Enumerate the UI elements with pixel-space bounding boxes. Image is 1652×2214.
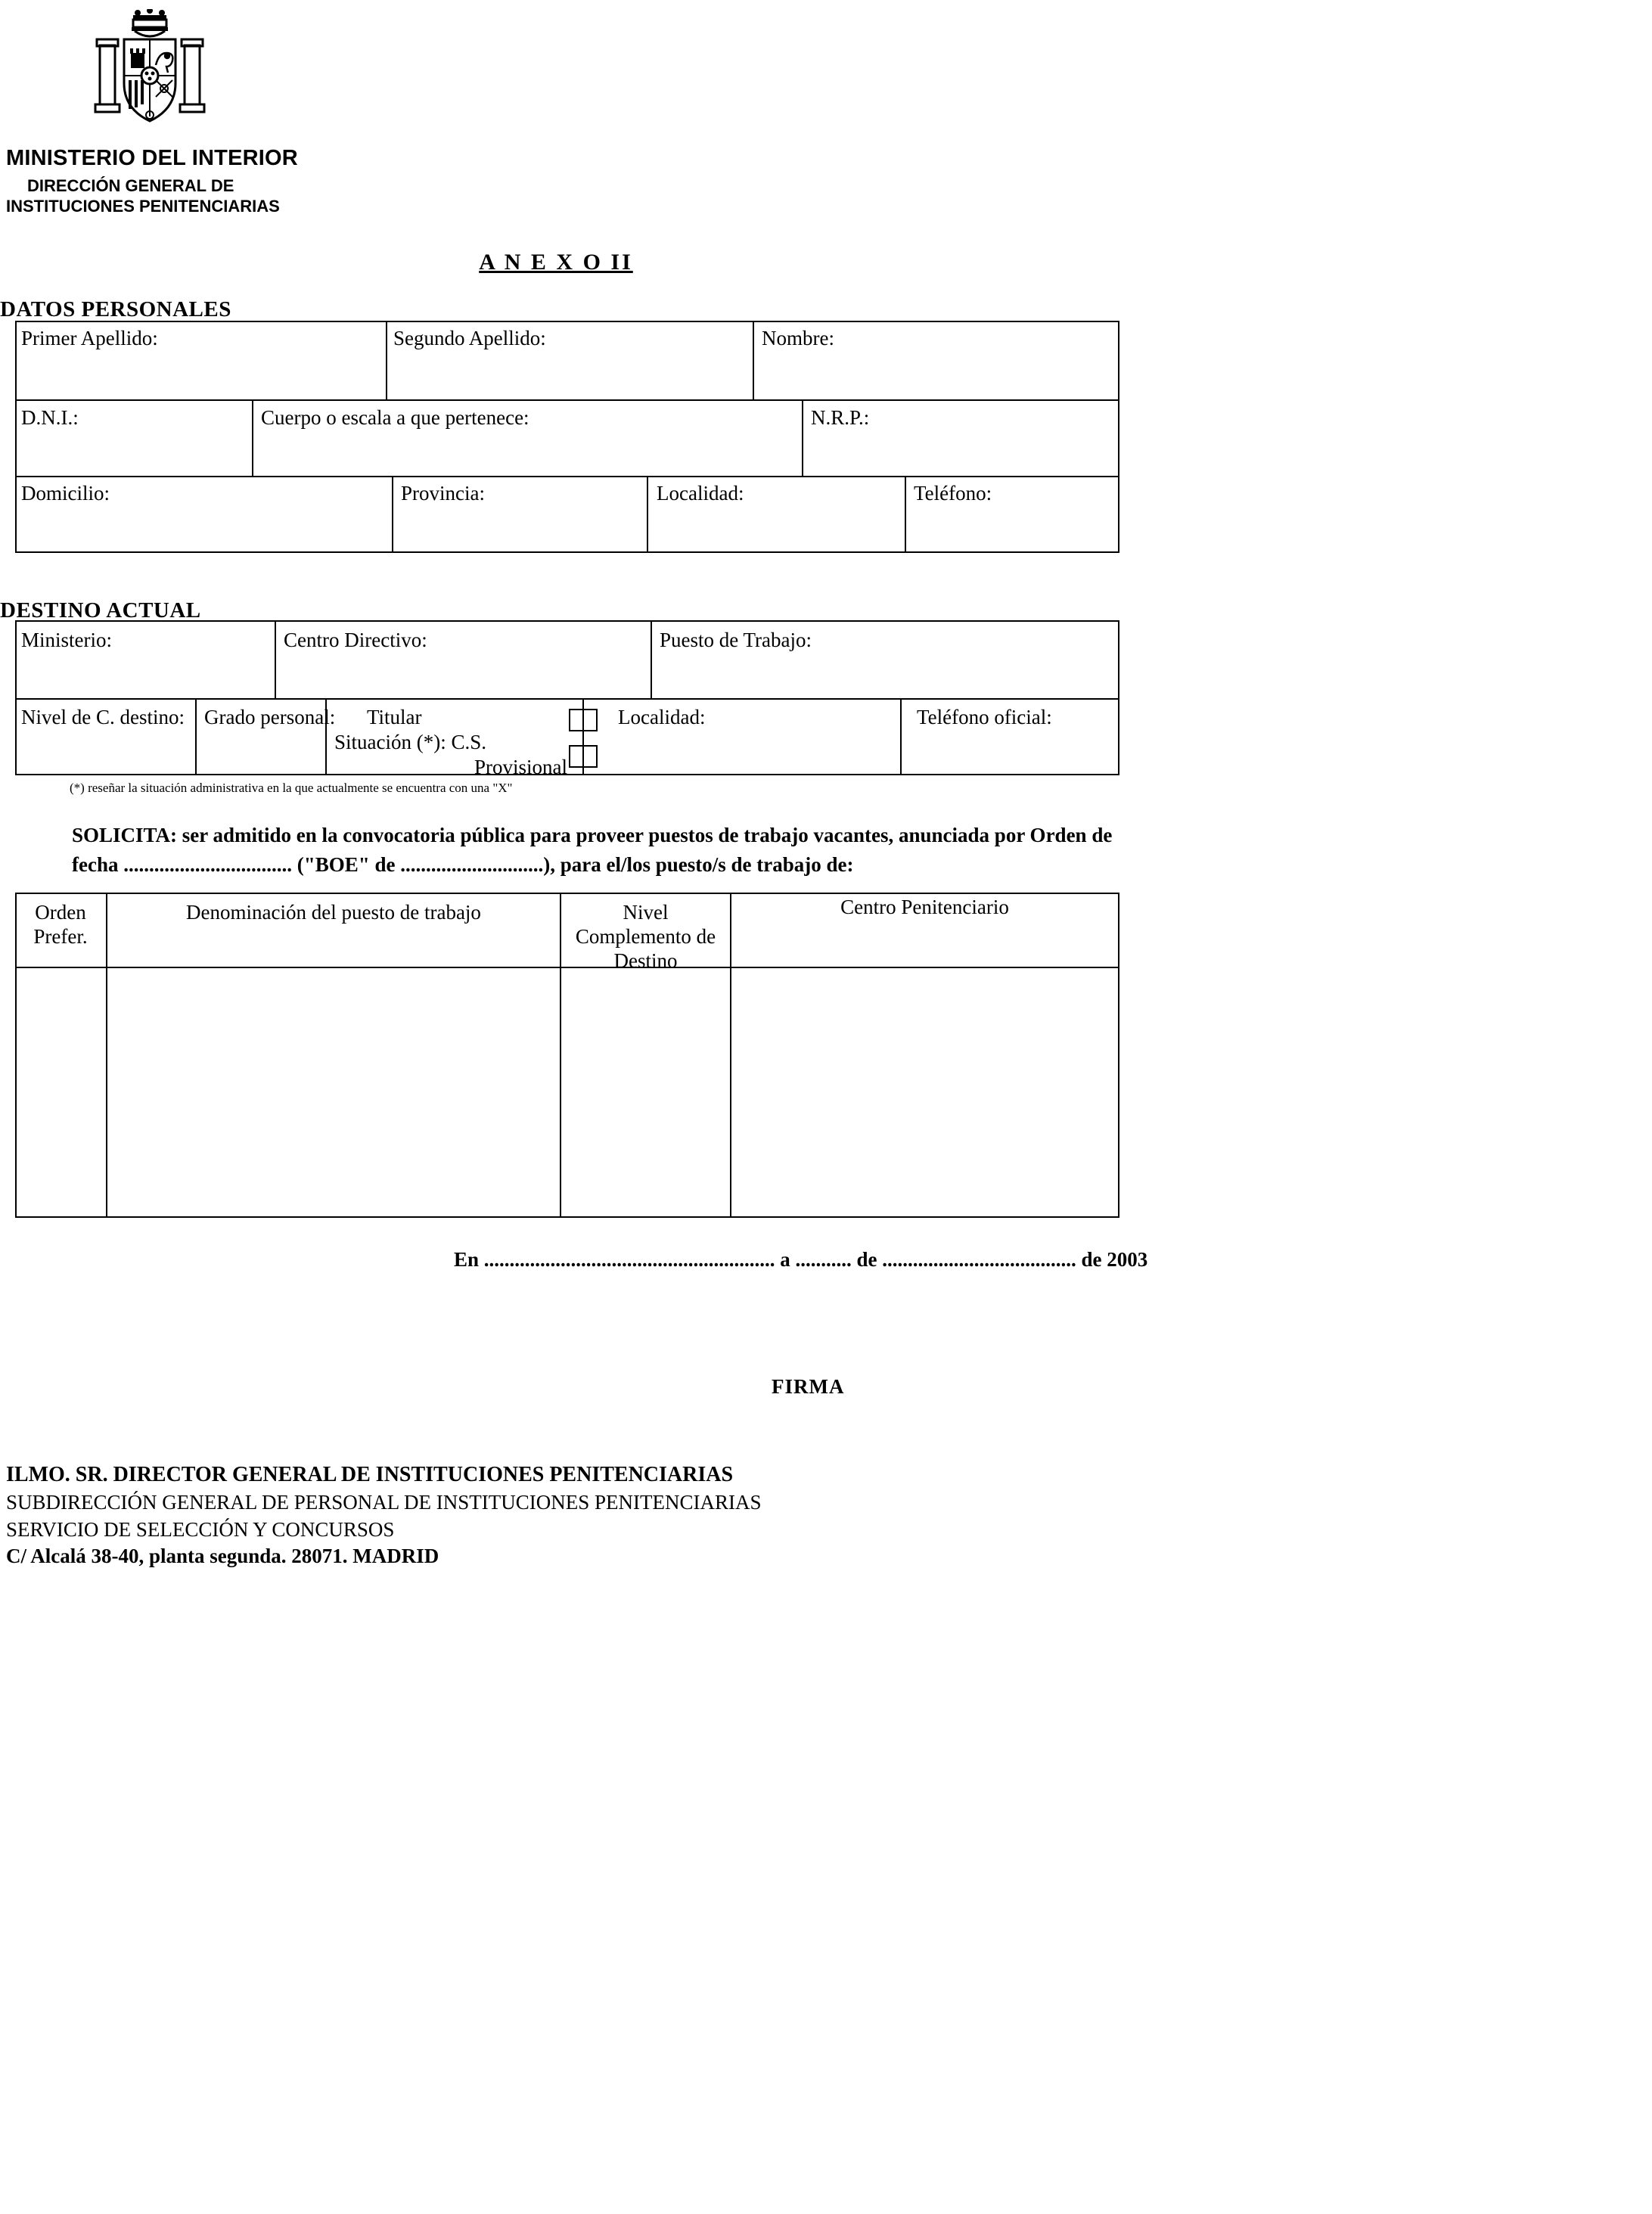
field-label-primer-apellido: Primer Apellido: — [21, 327, 158, 349]
field-label-domicilio: Domicilio: — [21, 482, 110, 505]
divider — [753, 321, 754, 399]
page-title: A N E X O II — [479, 250, 633, 275]
column-header-orden-line2: Prefer. — [33, 925, 88, 948]
divider — [802, 399, 803, 476]
field-label-localidad: Localidad: — [657, 482, 744, 505]
section-heading-personal-data: DATOS PERSONALES — [0, 297, 231, 321]
divider — [195, 698, 197, 775]
directorate-line-1: DIRECCIÓN GENERAL DE — [27, 176, 234, 196]
field-label-puesto-trabajo: Puesto de Trabajo: — [660, 629, 812, 651]
divider — [275, 620, 276, 698]
divider — [900, 698, 902, 775]
divider — [106, 893, 107, 1218]
column-header-nivel-line1: Nivel — [623, 901, 669, 924]
ministry-name: MINISTERIO DEL INTERIOR — [6, 146, 298, 170]
column-header-denominacion: Denominación del puesto de trabajo — [186, 901, 481, 924]
divider — [15, 476, 1119, 477]
field-label-dni: D.N.I.: — [21, 406, 79, 429]
directorate-line-2: INSTITUCIONES PENITENCIARIAS — [6, 197, 280, 216]
field-label-grado-personal: Grado personal: — [204, 706, 336, 728]
spanish-coat-of-arms-icon — [89, 9, 210, 134]
footer-line-2: SUBDIRECCIÓN GENERAL DE PERSONAL DE INSTITUCIONES PENITENCIARIAS — [6, 1490, 762, 1514]
column-header-nivel-line2: Complemento de — [575, 925, 716, 948]
field-label-nombre: Nombre: — [762, 327, 834, 349]
field-label-ministerio: Ministerio: — [21, 629, 112, 651]
situacion-note: (*) reseñar la situación administrativa en la que actualmente se encuentra con una "X" — [70, 781, 513, 795]
solicita-paragraph: SOLICITA: ser admitido en la convocatoria pública para proveer puestos de trabajo vacantes, anunciada por Orden de fecha ................................. ("BOE" de ............................), para el/los puesto/s de trabajo de: — [72, 824, 1113, 877]
field-label-telefono: Teléfono: — [914, 482, 992, 505]
column-header-centro-penitenciario: Centro Penitenciario — [840, 896, 1009, 918]
divider — [651, 620, 652, 698]
ministry-header — [6, 145, 298, 217]
footer-line-3: SERVICIO DE SELECCIÓN Y CONCURSOS — [6, 1517, 395, 1541]
column-header-orden-line1: Orden — [35, 901, 86, 924]
divider — [730, 893, 731, 1218]
divider — [647, 476, 648, 553]
divider — [905, 476, 906, 553]
divider — [252, 399, 253, 476]
field-label-segundo-apellido: Segundo Apellido: — [393, 327, 546, 349]
divider — [15, 399, 1119, 401]
field-label-provisional: Provisional — [474, 756, 568, 778]
field-label-nrp: N.R.P.: — [811, 406, 870, 429]
field-label-provincia: Provincia: — [401, 482, 485, 505]
divider — [15, 698, 1119, 700]
field-label-cuerpo: Cuerpo o escala a que pertenece: — [261, 406, 529, 429]
section-heading-current-post: DESTINO ACTUAL — [0, 598, 201, 623]
checkbox-titular[interactable] — [569, 709, 598, 731]
field-label-telefono-oficial: Teléfono oficial: — [917, 706, 1052, 728]
field-label-centro-directivo: Centro Directivo: — [284, 629, 427, 651]
footer-address-block — [6, 1461, 762, 1570]
footer-line-1: ILMO. SR. DIRECTOR GENERAL DE INSTITUCIONES PENITENCIARIAS — [6, 1463, 734, 1486]
signature-label: FIRMA — [772, 1375, 845, 1398]
personal-data-table — [15, 321, 1119, 553]
field-label-localidad-destino: Localidad: — [618, 706, 706, 728]
divider — [386, 321, 387, 399]
field-label-situacion: Situación (*): C.S. — [334, 731, 486, 753]
place-and-date-line: En ......................................................... a ........... de ...................................... de 2003 — [454, 1248, 1148, 1271]
divider — [392, 476, 393, 553]
footer-line-4: C/ Alcalá 38-40, planta segunda. 28071. MADRID — [6, 1545, 439, 1568]
field-label-nivel-destino: Nivel de C. destino: — [21, 706, 185, 728]
field-label-titular: Titular — [367, 706, 422, 728]
column-header-nivel-line3: Destino — [613, 949, 678, 972]
checkbox-provisional[interactable] — [569, 745, 598, 768]
